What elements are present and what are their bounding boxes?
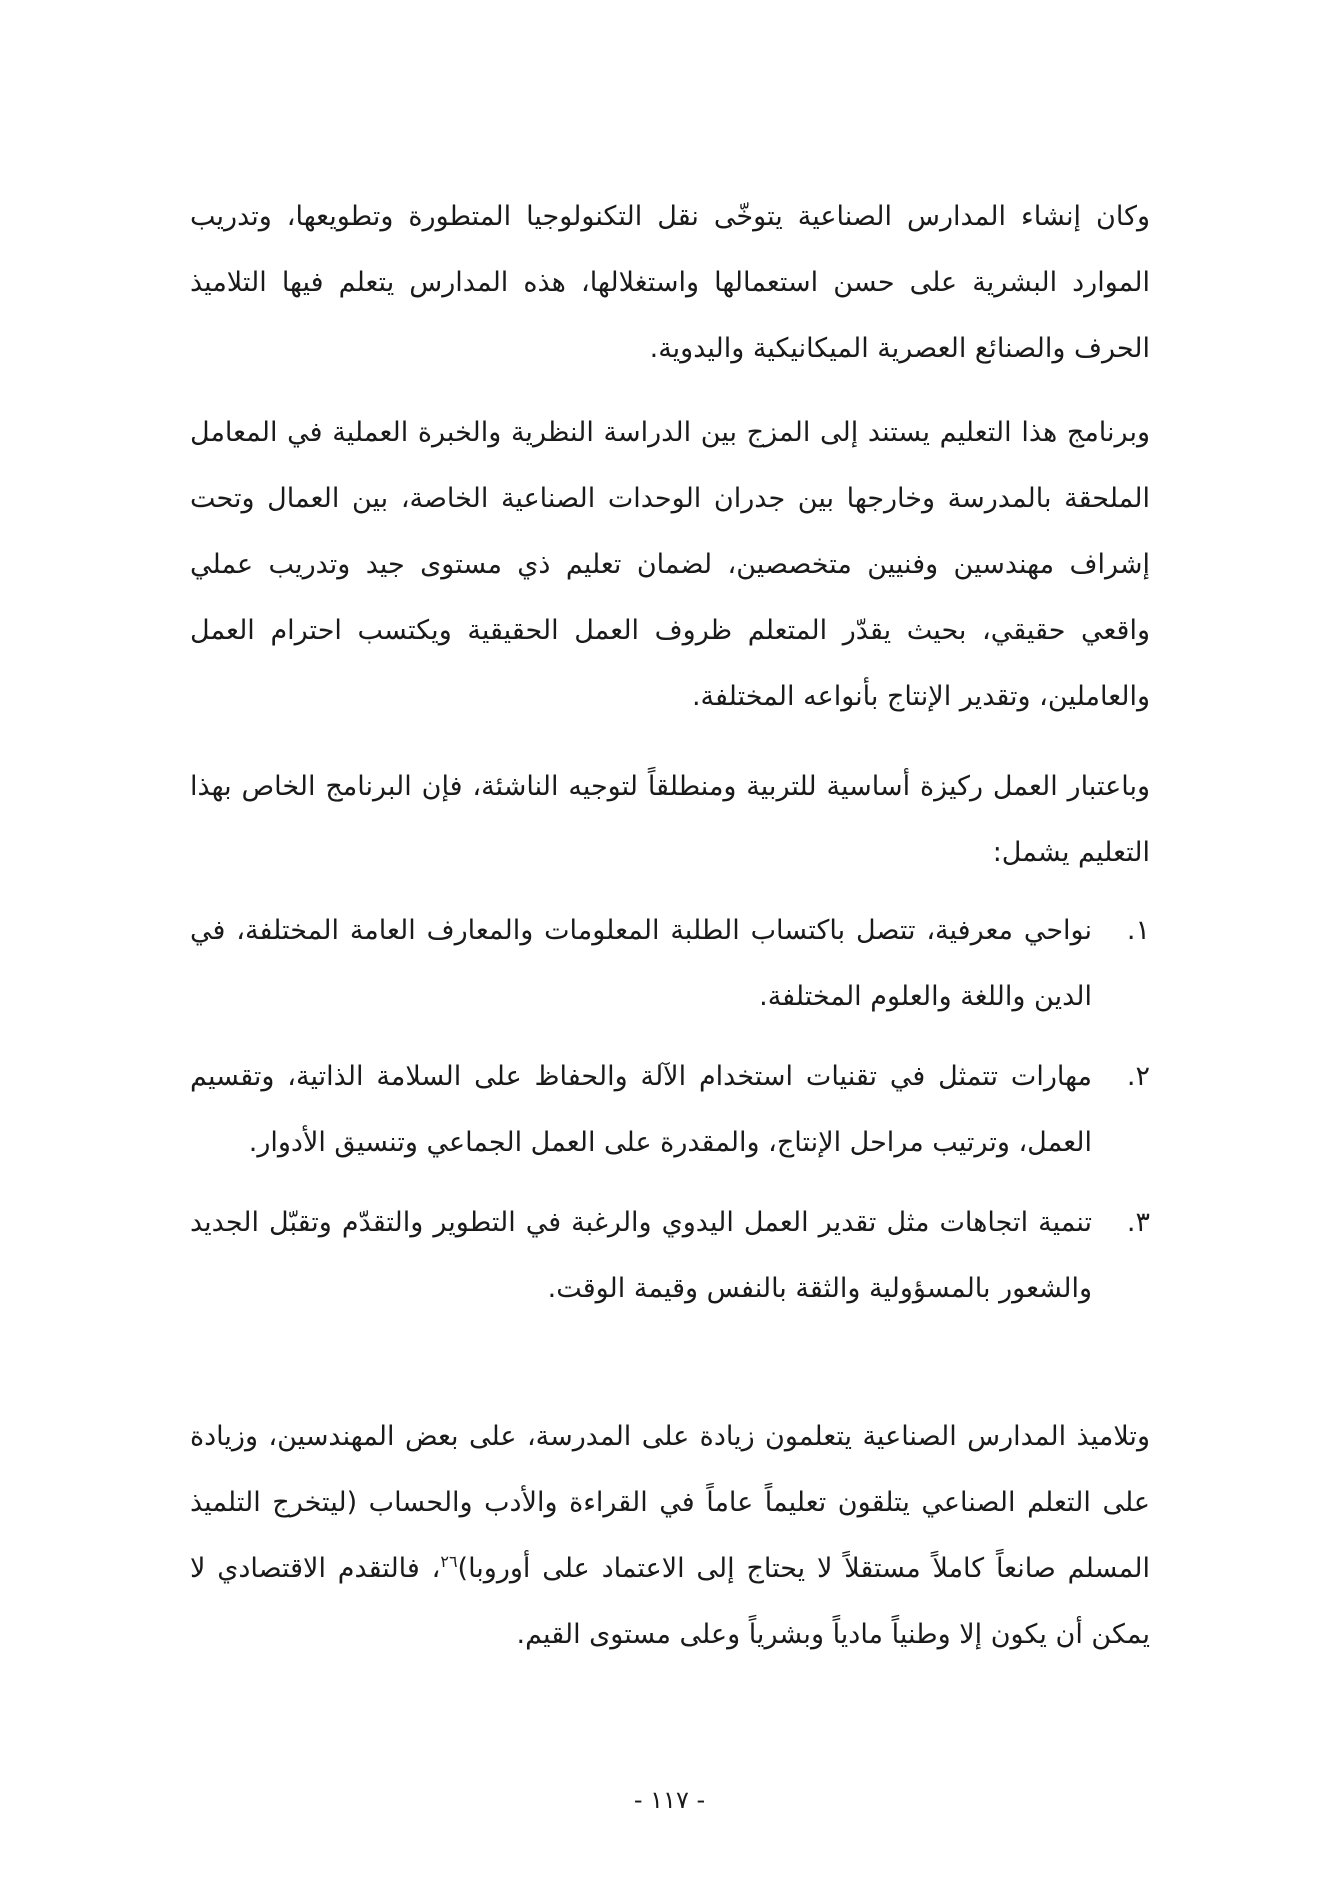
list-item <box>190 1044 1150 1176</box>
list-item-text: مهارات تتمثل في تقنيات استخدام الآلة والحفاظ على السلامة الذاتية، وتقسيم العمل، وترتيب مراحل الإنتاج، والمقدرة على العمل الجماعي وتنسيق الأدوار. <box>190 1061 1092 1158</box>
list-item-number: ١. <box>1126 915 1150 946</box>
paragraph-4-main: وتلاميذ المدارس الصناعية يتعلمون زيادة على المدرسة، على بعض المهندسين، وزيادة على التعلم الصناعي يتلقون تعليماً عاماً في القراءة والأدب والحساب (ليتخرج التلميذ المسلم صانعاً كاملاً مستقلاً لا يحتاج إلى الاعتماد على أوروبا) <box>190 1421 1150 1584</box>
paragraph-4-rest: ، فالتقدم الاقتصادي لا يمكن أن يكون إلا وطنياً مادياً وبشرياً وعلى مستوى القيم. <box>190 1553 1150 1650</box>
list-item-text: تنمية اتجاهات مثل تقدير العمل اليدوي والرغبة في التطوير والتقدّم وتقبّل الجديد والشعور بالمسؤولية والثقة بالنفس وقيمة الوقت. <box>190 1207 1092 1304</box>
paragraph-3-text: وباعتبار العمل ركيزة أساسية للتربية ومنطلقاً لتوجيه الناشئة، فإن البرنامج الخاص بهذا التعليم يشمل: <box>190 771 1150 868</box>
paragraph-4 <box>190 1404 1150 1668</box>
paragraph-1-text: وكان إنشاء المدارس الصناعية يتوخّى نقل التكنولوجيا المتطورة وتطويعها، وتدريب الموارد البشرية على حسن استعمالها واستغلالها، هذه المدارس يتعلم فيها التلاميذ الحرف والصنائع العصرية الميكانيكية واليدوية. <box>190 201 1150 364</box>
page-number: - ١١٧ - <box>633 1786 706 1814</box>
paragraph-2 <box>190 400 1150 730</box>
numbered-list <box>190 898 1150 1336</box>
list-item-number: ٢. <box>1126 1061 1150 1092</box>
paragraph-2-text: وبرنامج هذا التعليم يستند إلى المزج بين الدراسة النظرية والخبرة العملية في المعامل الملحقة بالمدرسة وخارجها بين جدران الوحدات الصناعية الخاصة، بين العمال وتحت إشراف مهندسين وفنيين متخصصين، لضمان تعليم ذي مستوى جيد وتدريب عملي واقعي حقيقي، بحيث يقدّر المتعلم ظروف العمل الحقيقية ويكتسب احترام العمل والعاملين، وتقدير الإنتاج بأنواعه المختلفة. <box>190 417 1150 712</box>
paragraph-4-text <box>190 1404 1150 1668</box>
paragraph-1 <box>190 184 1150 382</box>
paragraph-3 <box>190 754 1150 886</box>
footnote-reference[interactable]: ٢٦ <box>440 1552 458 1571</box>
list-item <box>190 898 1150 1030</box>
list-item-text: نواحي معرفية، تتصل باكتساب الطلبة المعلومات والمعارف العامة المختلفة، في الدين واللغة والعلوم المختلفة. <box>190 915 1092 1012</box>
list-item-number: ٣. <box>1126 1207 1150 1238</box>
list-item <box>190 1190 1150 1322</box>
